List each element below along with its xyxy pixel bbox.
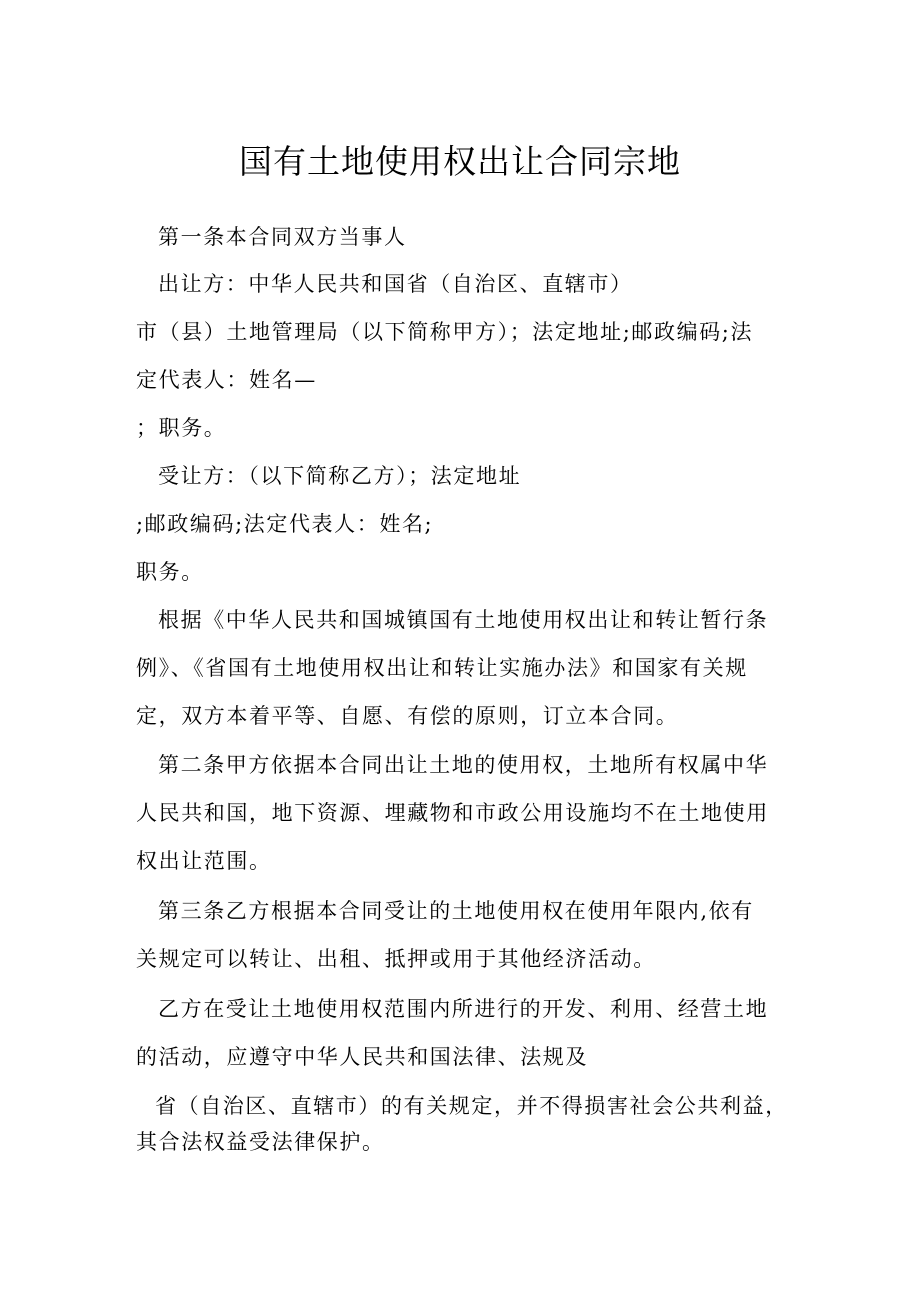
grantor-line: 出让方：中华人民共和国省（自治区、直辖市）: [158, 272, 633, 296]
article-3-line-1: 第三条乙方根据本合同受让的土地使用权在使用年限内,依有: [158, 899, 754, 923]
grantee-line: 受让方：（以下简称乙方）；法定地址: [158, 464, 522, 488]
basis-line-1: 根据《中华人民共和国城镇国有土地使用权出让和转让暂行条: [158, 608, 769, 632]
grantor-position-line: ；职务。: [136, 416, 227, 440]
article-2-line-2: 人民共和国，地下资源、埋藏物和市政公用设施均不在土地使用: [136, 801, 769, 825]
article-1-heading: 第一条本合同双方当事人: [158, 225, 407, 249]
usage-line-1: 乙方在受让土地使用权范围内所进行的开发、利用、经营土地: [158, 997, 769, 1021]
grantor-detail-line-2: 定代表人：姓名—: [136, 368, 317, 392]
basis-line-2: 例》、《省国有土地使用权出让和转让实施办法》和国家有关规: [136, 656, 748, 680]
grantee-detail-line: ;邮政编码;法定代表人：姓名;: [136, 512, 434, 536]
article-2-line-1: 第二条甲方依据本合同出让土地的使用权，土地所有权属中华: [158, 753, 769, 777]
usage-line-4: 其合法权益受法律保护。: [136, 1130, 385, 1154]
grantor-detail-line-1: 市（县）土地管理局（以下简称甲方）；法定地址;邮政编码;法: [136, 320, 754, 344]
basis-line-3: 定，双方本着平等、自愿、有偿的原则，订立本合同。: [136, 704, 679, 728]
grantee-position-line: 职务。: [136, 560, 204, 584]
article-3-line-2: 关规定可以转让、出租、抵押或用于其他经济活动。: [136, 947, 656, 971]
usage-line-3: 省（自治区、直辖市）的有关规定，并不得损害社会公共利益，: [155, 1094, 788, 1118]
document-title: 国有土地使用权出让合同宗地: [239, 142, 681, 181]
article-2-line-3: 权出让范围。: [136, 849, 272, 873]
usage-line-2: 的活动，应遵守中华人民共和国法律、法规及: [136, 1045, 588, 1069]
